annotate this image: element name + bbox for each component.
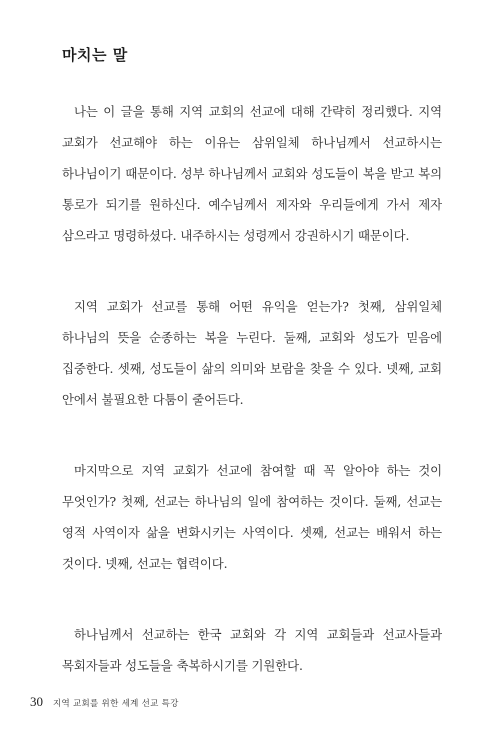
paragraph-1: 나는 이 글을 통해 지역 교회의 선교에 대해 간략히 정리했다. 지역 교회가 선교해야 하는 이유는 삼위일체 하나님께서 선교하시는 하나님이기 때문이다. 성부 하나님께서 교회와 성도들이 복을 받고 복의 통로가 되기를 원하신다. 예수님께서 제자와 우리들에게 가서 제자 삼으라고 명령하셨다. 내주하시는 성령께서 강권하시기 때문이다. [62, 104, 442, 243]
running-title: 지역 교회를 위한 세계 선교 특강 [53, 699, 179, 709]
body-text [62, 96, 442, 721]
chapter-title: 마치는 말 [62, 46, 128, 64]
paragraph-4: 하나님께서 선교하는 한국 교회와 각 지역 교회들과 선교사들과 목회자들과 성도들을 축복하시기를 기원한다. [62, 627, 442, 673]
page-footer [30, 694, 179, 710]
page-number: 30 [30, 694, 43, 709]
paragraph-3: 마지막으로 지역 교회가 선교에 참여할 때 꼭 알아야 하는 것이 무엇인가? 첫째, 선교는 하나님의 일에 참여하는 것이다. 둘째, 선교는 영적 사역이자 삶을 변화시키는 사역이다. 셋째, 선교는 배워서 하는 것이다. 넷째, 선교는 협력이다. [62, 463, 442, 571]
paragraph-2: 지역 교회가 선교를 통해 어떤 유익을 얻는가? 첫째, 삼위일체 하나님의 뜻을 순종하는 복을 누린다. 둘째, 교회와 성도가 믿음에 집중한다. 셋째, 성도들이 삶의 의미와 보람을 찾을 수 있다. 넷째, 교회 안에서 불필요한 다툼이 줄어든다. [62, 299, 442, 407]
